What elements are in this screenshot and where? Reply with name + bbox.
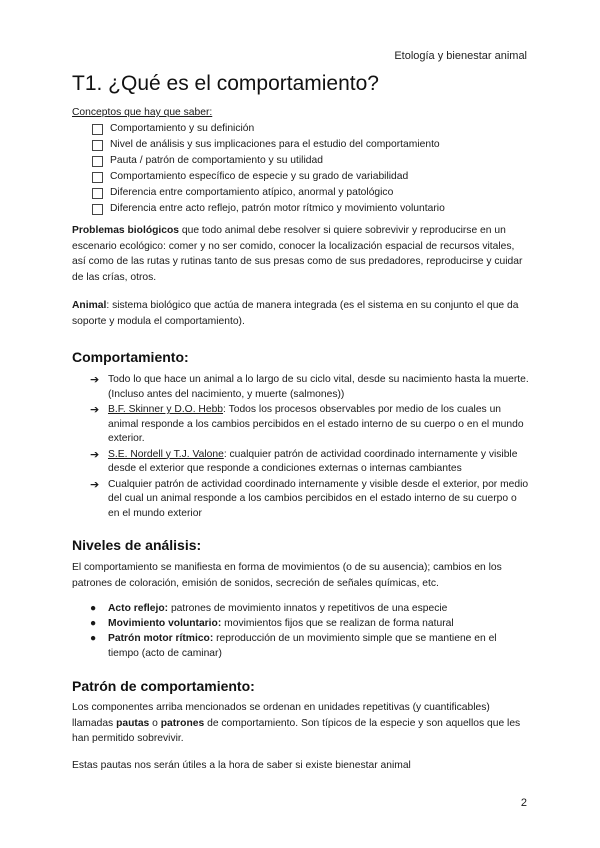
concepts-checklist [92, 121, 445, 217]
section-heading-niveles: Niveles de análisis: [72, 537, 202, 553]
section-heading-patron: Patrón de comportamiento: [72, 678, 255, 694]
comportamiento-list [90, 373, 530, 522]
bullet-icon: ● [90, 618, 97, 629]
arrow-icon: ➔ [90, 478, 100, 491]
list-item: ● Patrón motor rítmico: reproducción de un movimiento simple que se mantiene en el tiempo (acto de caminar) [90, 633, 497, 659]
checkbox[interactable] [92, 140, 103, 151]
niveles-intro: El comportamiento se manifiesta en forma de movimientos (o de su ausencia); cambios en los patrones de coloración, emisión de sonidos, secreción de señales químicas, etc. [72, 562, 502, 589]
patron-note: Estas pautas nos serán útiles a la hora de saber si existe bienestar animal [72, 760, 411, 771]
checklist-item: Nivel de análisis y sus implicaciones para el estudio del comportamiento [92, 137, 445, 153]
arrow-icon: ➔ [90, 448, 100, 461]
page-number: 2 [520, 797, 527, 809]
checkbox[interactable] [92, 188, 103, 199]
section-heading-comportamiento: Comportamiento: [72, 349, 189, 365]
bullet-icon: ● [90, 633, 97, 644]
list-item: ➔ Todo lo que hace un animal a lo largo de su ciclo vital, desde su nacimiento hasta la muerte. (Incluso antes del nacimiento, y muerte (salmones)) [90, 373, 530, 402]
checkbox[interactable] [92, 124, 103, 135]
arrow-icon: ➔ [90, 404, 100, 416]
problemas-paragraph: Problemas biológicos que todo animal debe resolver si quiere sobrevivir y reproducirse en un escenario ecológico: comer y no ser comido, conocer la localización espacial de recursos vitales, así como de las rutas y rutinas tanto de sus presas como de sus predadores, reproducirse y cuidar de las crías, otros. [72, 225, 523, 283]
patron-paragraph: Los componentes arriba mencionados se ordenan en unidades repetitivas (y cuantificables) llamadas pautas o patrones de comportamiento. Son típicos de la especie y son aquellos que les han permitido sobrevivir. [72, 702, 521, 744]
page-title: T1. ¿Qué es el comportamiento? [72, 72, 379, 95]
list-item: ➔ B.F. Skinner y D.O. Hebb: Todos los procesos observables por medio de los cuales un animal responde a los cambios percibidos en el estado interno de su cuerpo o en el mundo exterior. [90, 403, 530, 447]
checklist-item: Comportamiento y su definición [92, 121, 445, 137]
checkbox[interactable] [92, 172, 103, 183]
animal-paragraph: Animal: sistema biológico que actúa de manera integrada (es el sistema en su conjunto el que da soporte y modula el comportamiento). [72, 300, 519, 327]
niveles-list [90, 601, 530, 661]
checklist-item: Comportamiento específico de especie y su grado de variabilidad [92, 169, 445, 185]
concepts-heading: Conceptos que hay que saber: [72, 107, 213, 118]
checklist-item: Pauta / patrón de comportamiento y su utilidad [92, 153, 445, 169]
bullet-icon: ● [90, 603, 97, 614]
list-item: ● Movimiento voluntario: movimientos fijos que se realizan de forma natural [90, 618, 454, 629]
list-item: ● Acto reflejo: patrones de movimiento innatos y repetitivos de una especie [90, 603, 448, 614]
list-item: ➔ Cualquier patrón de actividad coordinado internamente y visible desde el exterior, por medio del cual un animal responde a los cambios percibidos en el estado interno de su cuerpo o en el mundo exterior [90, 478, 530, 522]
arrow-icon: ➔ [90, 374, 100, 386]
checkbox[interactable] [92, 156, 103, 167]
running-header: Etología y bienestar animal [394, 50, 527, 62]
list-item: ➔ S.E. Nordell y T.J. Valone: cualquier patrón de actividad coordinado internamente y visible desde el exterior que responde a condiciones externas o internas cambiantes [90, 448, 530, 477]
checklist-item: Diferencia entre comportamiento atípico, anormal y patológico [92, 185, 445, 201]
checkbox[interactable] [92, 204, 103, 215]
checklist-item: Diferencia entre acto reflejo, patrón motor rítmico y movimiento voluntario [92, 201, 445, 217]
